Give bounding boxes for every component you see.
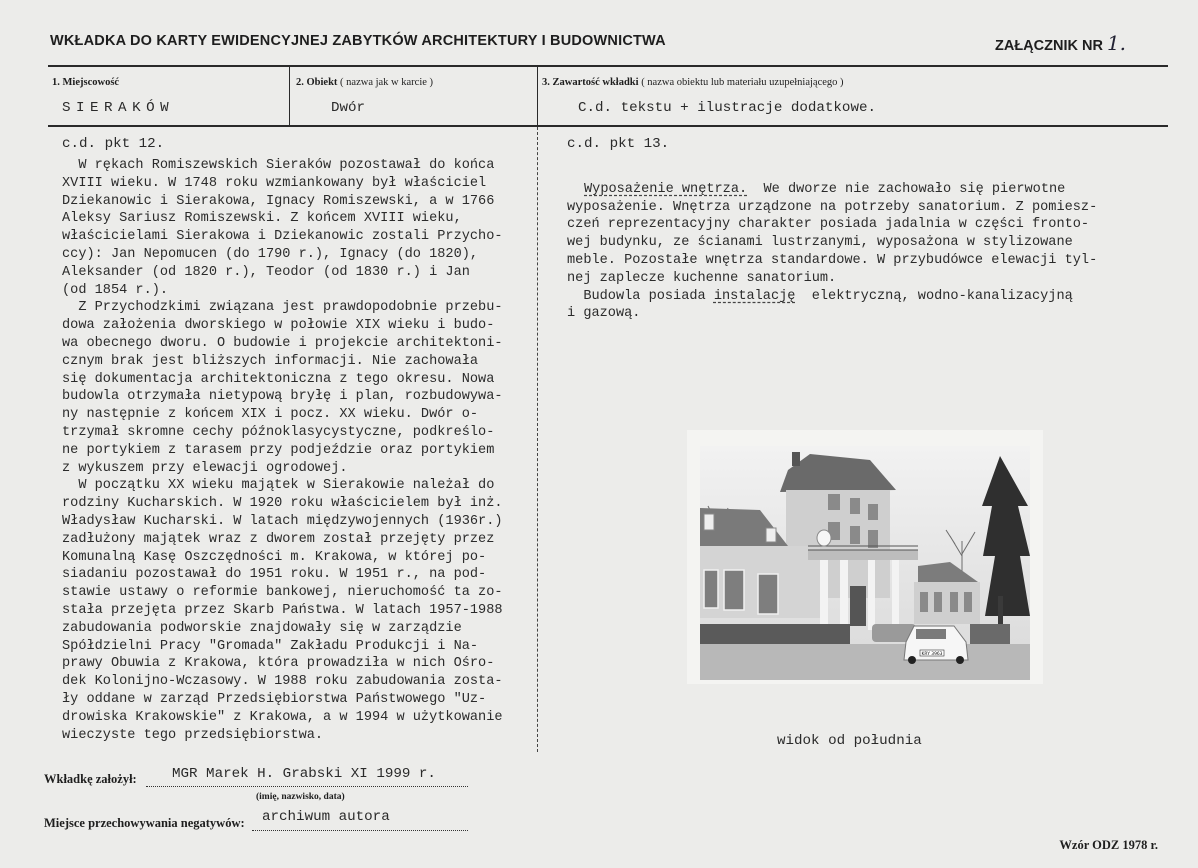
white-car: [904, 626, 968, 664]
left-heading: c.d. pkt 12.: [62, 136, 165, 152]
field-3-label: 3. Zawartość wkładki ( nazwa obiektu lub materiału uzupełniającego ): [542, 77, 844, 88]
photo-caption: widok od południa: [777, 733, 922, 749]
field-divider-1: [289, 67, 290, 126]
object-value: Dwór: [331, 100, 366, 116]
author-label: Wkładkę założył:: [44, 772, 137, 786]
author-hint: (imię, nazwisko, data): [256, 792, 345, 802]
storage-value: archiwum autora: [262, 809, 390, 825]
installations-suffix: elektryczną, wodno-kanalizacyjną: [795, 288, 1073, 304]
field-2-label: 2. Obiekt ( nazwa jak w karcie ): [296, 77, 434, 88]
manor-photo: [700, 446, 1030, 680]
header-rule: [48, 65, 1168, 67]
locality-value: SIERAKÓW: [62, 100, 175, 116]
installations-end: i gazową.: [567, 306, 641, 322]
annex-number: 1.: [1106, 31, 1127, 55]
installations-prefix: Budowla posiada: [567, 288, 714, 304]
author-line: [146, 786, 468, 787]
interior-paragraph: wyposażenie. Wnętrza urządzone na potrzeby sanatorium. Z pomiesz- czeń reprezentacyjny charakter posiada jadalnia w części fronto- wej budynku, ze ścianami lustrzanymi, wyposażona w stylizowane meble. Pozostałe wnętrza standardowe. W przybudówce elewacji tyl- nej zaplecze kuchenne sanatorium.: [567, 199, 1098, 286]
history-text: W rękach Romiszewskich Sieraków pozostawał do końca XVIII wieku. W 1748 roku wzmiankowany był właściciel Dziekanowic i Sierakowa, Ignacy Romiszewski, a w 1766 Aleksy Sariusz Romiszewski. Z końcem XVIII wieku, właścicielami Sierakowa i Dziekanowic zostali Przycho- ccy): Jan Nepomucen (do 1790 r.), Ignacy (do 1820), Aleksander (od 1820 r.), Teodor (od 1830 r.) i Jan (od 1854 r.). Z Przychodzkimi związana jest prawdopodobnie przebu- dowa założenia dworskiego w połowie XIX wieku i budo- wa obecnego dworu. O budowie i projekcie architektoni- cznym brak jest bliższych informacji. Nie zachowała się dokumentacja architektoniczna z tego okresu. Nowa budowla otrzymała nietypową bryłę i plan, rozbudowywa- ny następnie z końcem XIX i pocz. XX wieku. Dwór o- trzymał skromne cechy późnoklasycystyczne, podkreślo- ne portykiem z tarasem przy podjeździe oraz portykiem z wykuszem przy elewacji ogrodowej. W początku XX wieku majątek w Sierakowie należał do rodziny Kucharskich. W 1920 roku właścicielem był inż. Władysław Kucharski. W latach międzywojennych (1936r.) zadłużony majątek wraz z dworem został przejęty przez Komunalną Kasę Oszczędności m. Krakowa, w której po- siadaniu pozostawał do 1951 roku. W 1951 r., na pod- stawie ustawy o reformie bankowej, nieruchomość ta zo- stała przejęta przez Skarb Państwa. W latach 1957-1988 zabudowania podworskie znajdowały się w zarządzie Spółdzielni Pracy "Gromada" Zakładu Produkcji i Na- prawy Obuwia z Krakowa, która prowadziła w nich Ośro- dek Kolonijno-Wczasowy. W 1988 roku zabudowania zosta- ły oddane w zarząd Przedsiębiorstwa Państwowego "Uz- drowiska Krakowskie" z Krakowa, a w 1994 w użytkowanie wieczyste tego przedsiębiorstwa.: [62, 158, 503, 743]
manor-building-illustration: [700, 446, 1030, 680]
annex-label-text: ZAŁĄCZNIK NR: [995, 38, 1103, 54]
interior-title: Wyposażenie wnętrza.: [584, 181, 748, 197]
storage-label: Miejsce przechowywania negatywów:: [44, 816, 245, 830]
content-value: C.d. tekstu + ilustracje dodatkowe.: [578, 100, 876, 116]
author-value: MGR Marek H. Grabski XI 1999 r.: [172, 766, 436, 782]
fields-rule: [48, 125, 1168, 127]
form-code: Wzór ODZ 1978 r.: [1059, 838, 1158, 852]
right-heading: c.d. pkt 13.: [567, 136, 670, 152]
license-plate: KRY 3963: [921, 652, 943, 657]
annex-label: [995, 31, 1126, 55]
field-divider-2: [537, 67, 538, 126]
interior-text: [567, 163, 1097, 323]
form-title: WKŁADKA DO KARTY EWIDENCYJNEJ ZABYTKÓW ARCHITEKTURY I BUDOWNICTWA: [50, 33, 666, 49]
field-1-label: 1. Miejscowość: [52, 77, 120, 88]
column-divider: [537, 127, 538, 752]
storage-line: [252, 830, 468, 831]
installations-word: instalację: [713, 288, 796, 304]
interior-line1: We dworze nie zachowało się pierwotne: [747, 181, 1066, 197]
